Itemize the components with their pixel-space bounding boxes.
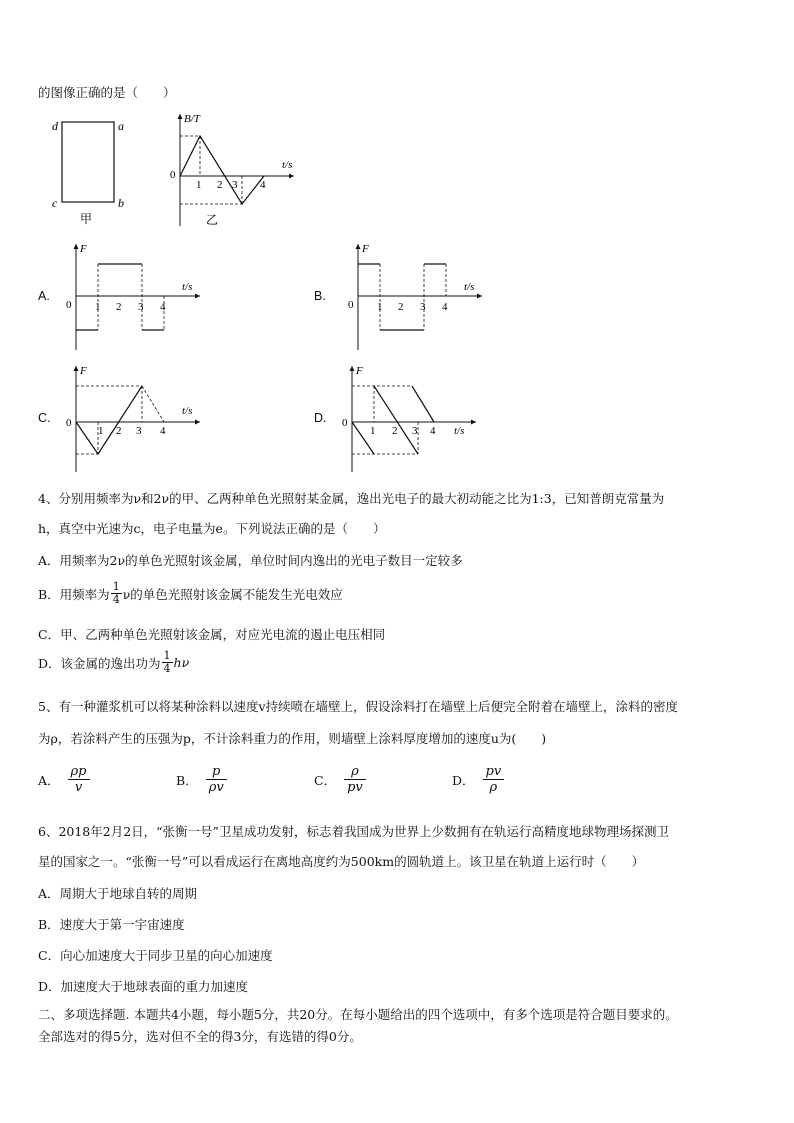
q4-d-numerator: 1 — [163, 649, 171, 662]
yi-tick-1: 1 — [196, 179, 202, 191]
corner-d-label: d — [52, 119, 58, 133]
b-xlabel: t/s — [464, 281, 475, 293]
figure-yi-graph — [166, 108, 301, 230]
c-xlabel: t/s — [182, 405, 193, 417]
q5-a-letter: A． — [38, 772, 60, 788]
q3-option-c-letter[interactable]: C. — [38, 411, 51, 425]
q6-option-c[interactable]: C．向心加速度大于同步卫星的向心加速度 — [38, 948, 273, 963]
q5-a-fraction — [68, 764, 90, 795]
q3-option-c-graph[interactable] — [60, 360, 210, 476]
q5-a-numerator: ρp — [68, 764, 90, 780]
q4-b-fraction — [111, 581, 122, 606]
q4-option-c[interactable]: C．甲、乙两种单色光照射该金属，对应光电流的遏止电压相同 — [38, 627, 386, 642]
a-ylabel: F — [80, 243, 87, 255]
yi-tick-3: 3 — [232, 179, 238, 191]
b-tick-3: 3 — [420, 301, 426, 313]
figure-jia-caption: 甲 — [80, 212, 93, 226]
c-origin: 0 — [66, 417, 72, 429]
yi-tick-4: 4 — [260, 179, 266, 191]
q5-a-denominator: v — [74, 780, 83, 795]
figure-jia-loop — [44, 112, 134, 227]
c-tick-3: 3 — [136, 425, 142, 437]
q6-option-a[interactable]: A．周期大于地球自转的周期 — [38, 886, 198, 901]
d-xlabel: t/s — [454, 425, 465, 437]
q5-b-numerator: p — [206, 764, 227, 780]
q4-b-suffix: ν的单色光照射该金属不能发生光电效应 — [122, 586, 343, 602]
corner-a-label: a — [118, 119, 124, 133]
q6-option-d[interactable]: D．加速度大于地球表面的重力加速度 — [38, 979, 249, 994]
corner-b-label: b — [118, 196, 124, 210]
q3-stem-tail: 的图像正确的是（ ） — [38, 85, 176, 100]
d-tick-2: 2 — [392, 425, 398, 437]
q5-option-c[interactable] — [314, 764, 366, 795]
q4-b-numerator: 1 — [112, 580, 120, 593]
q5-d-denominator: ρ — [489, 780, 498, 795]
q5-stem-line-2: 为ρ，若涂料产生的压强为p，不计涂料重力的作用，则墙壁上涂料厚度增加的速度u为( ) — [38, 731, 547, 746]
d-tick-1: 1 — [370, 425, 376, 437]
q4-option-b[interactable] — [38, 581, 343, 606]
q4-stem-line-1: 4、分别用频率为ν和2ν的甲、乙两种单色光照射某金属，逸出光电子的最大初动能之比为1:3，已知普朗克常量为 — [38, 491, 665, 506]
q3-option-a-letter[interactable]: A. — [38, 289, 50, 303]
section-2-heading-line-1: 二、多项选择题. 本题共4小题，每小题5分，共20分。在每小题给出的四个选项中，有多个选项是符合题目要求的。 — [38, 1007, 678, 1022]
corner-c-label: c — [52, 196, 58, 210]
q4-d-suffix: hν — [173, 655, 190, 670]
q3-option-a-graph[interactable] — [60, 238, 210, 354]
q5-stem-line-1: 5、有一种灌浆机可以将某种涂料以速度v持续喷在墙壁上，假设涂料打在墙壁上后便完全附着在墙壁上，涂料的密度 — [38, 699, 679, 714]
a-tick-4: 4 — [160, 301, 166, 313]
c-tick-1: 1 — [98, 425, 104, 437]
q4-d-prefix: D．该金属的逸出功为 — [38, 655, 161, 671]
q3-option-b-letter[interactable]: B. — [314, 289, 326, 303]
yi-xlabel: t/s — [282, 159, 293, 171]
section-2-heading-line-2: 全部选对的得5分，选对但不全的得3分，有选错的得0分。 — [38, 1029, 362, 1044]
c-ylabel: F — [80, 365, 87, 377]
q5-c-letter: C． — [314, 772, 337, 788]
a-tick-2: 2 — [116, 301, 122, 313]
q3-option-b-graph[interactable] — [342, 238, 492, 354]
b-ylabel: F — [362, 243, 369, 255]
q5-d-letter: D． — [452, 772, 475, 788]
q5-d-numerator: pv — [483, 764, 505, 780]
d-origin: 0 — [342, 417, 348, 429]
q5-d-fraction — [483, 764, 505, 795]
d-ylabel: F — [356, 365, 363, 377]
b-origin: 0 — [348, 299, 354, 311]
b-tick-4: 4 — [442, 301, 448, 313]
yi-origin: 0 — [170, 169, 176, 181]
q3-option-d-letter[interactable]: D. — [314, 411, 327, 425]
q5-b-denominator: ρv — [208, 780, 224, 795]
q4-d-fraction — [162, 650, 173, 675]
a-origin: 0 — [66, 299, 72, 311]
d-tick-4: 4 — [430, 425, 436, 437]
q4-stem-line-2: h，真空中光速为c，电子电量为e。下列说法正确的是（ ） — [38, 521, 386, 536]
q5-option-a[interactable] — [38, 764, 90, 795]
q5-option-d[interactable] — [452, 764, 504, 795]
q4-option-a[interactable]: A．用频率为2ν的单色光照射该金属，单位时间内逸出的光电子数目一定较多 — [38, 553, 463, 568]
q6-stem-line-1: 6、2018年2月2日，“张衡一号”卫星成功发射，标志着我国成为世界上少数拥有在轨运行高精度地球物理场探测卫 — [38, 824, 669, 839]
q5-c-fraction — [344, 764, 366, 795]
q4-b-denominator: 4 — [112, 593, 120, 606]
b-tick-2: 2 — [398, 301, 404, 313]
yi-tick-2: 2 — [217, 179, 223, 191]
figure-yi-caption: 乙 — [206, 213, 219, 227]
q4-b-prefix: B．用频率为 — [38, 586, 110, 602]
a-tick-3: 3 — [138, 301, 144, 313]
q4-d-denominator: 4 — [163, 662, 171, 675]
q6-stem-line-2: 星的国家之一。“张衡一号”可以看成运行在离地高度约为500km的圆轨道上。该卫星在轨道上运行时（ ） — [38, 854, 645, 869]
c-tick-2: 2 — [116, 425, 122, 437]
q6-option-b[interactable]: B．速度大于第一宇宙速度 — [38, 917, 185, 932]
q5-option-b[interactable] — [176, 764, 227, 795]
yi-ylabel: B/T — [184, 113, 200, 125]
d-tick-3: 3 — [412, 425, 418, 437]
a-tick-1: 1 — [95, 301, 101, 313]
a-xlabel: t/s — [182, 281, 193, 293]
q5-c-denominator: pv — [347, 780, 363, 795]
q4-option-d[interactable] — [38, 650, 189, 675]
b-tick-1: 1 — [377, 301, 383, 313]
c-tick-4: 4 — [160, 425, 166, 437]
q5-b-fraction — [206, 764, 227, 795]
q5-b-letter: B． — [176, 772, 198, 788]
q3-option-d-graph[interactable] — [336, 360, 486, 476]
q5-c-numerator: ρ — [344, 764, 366, 780]
